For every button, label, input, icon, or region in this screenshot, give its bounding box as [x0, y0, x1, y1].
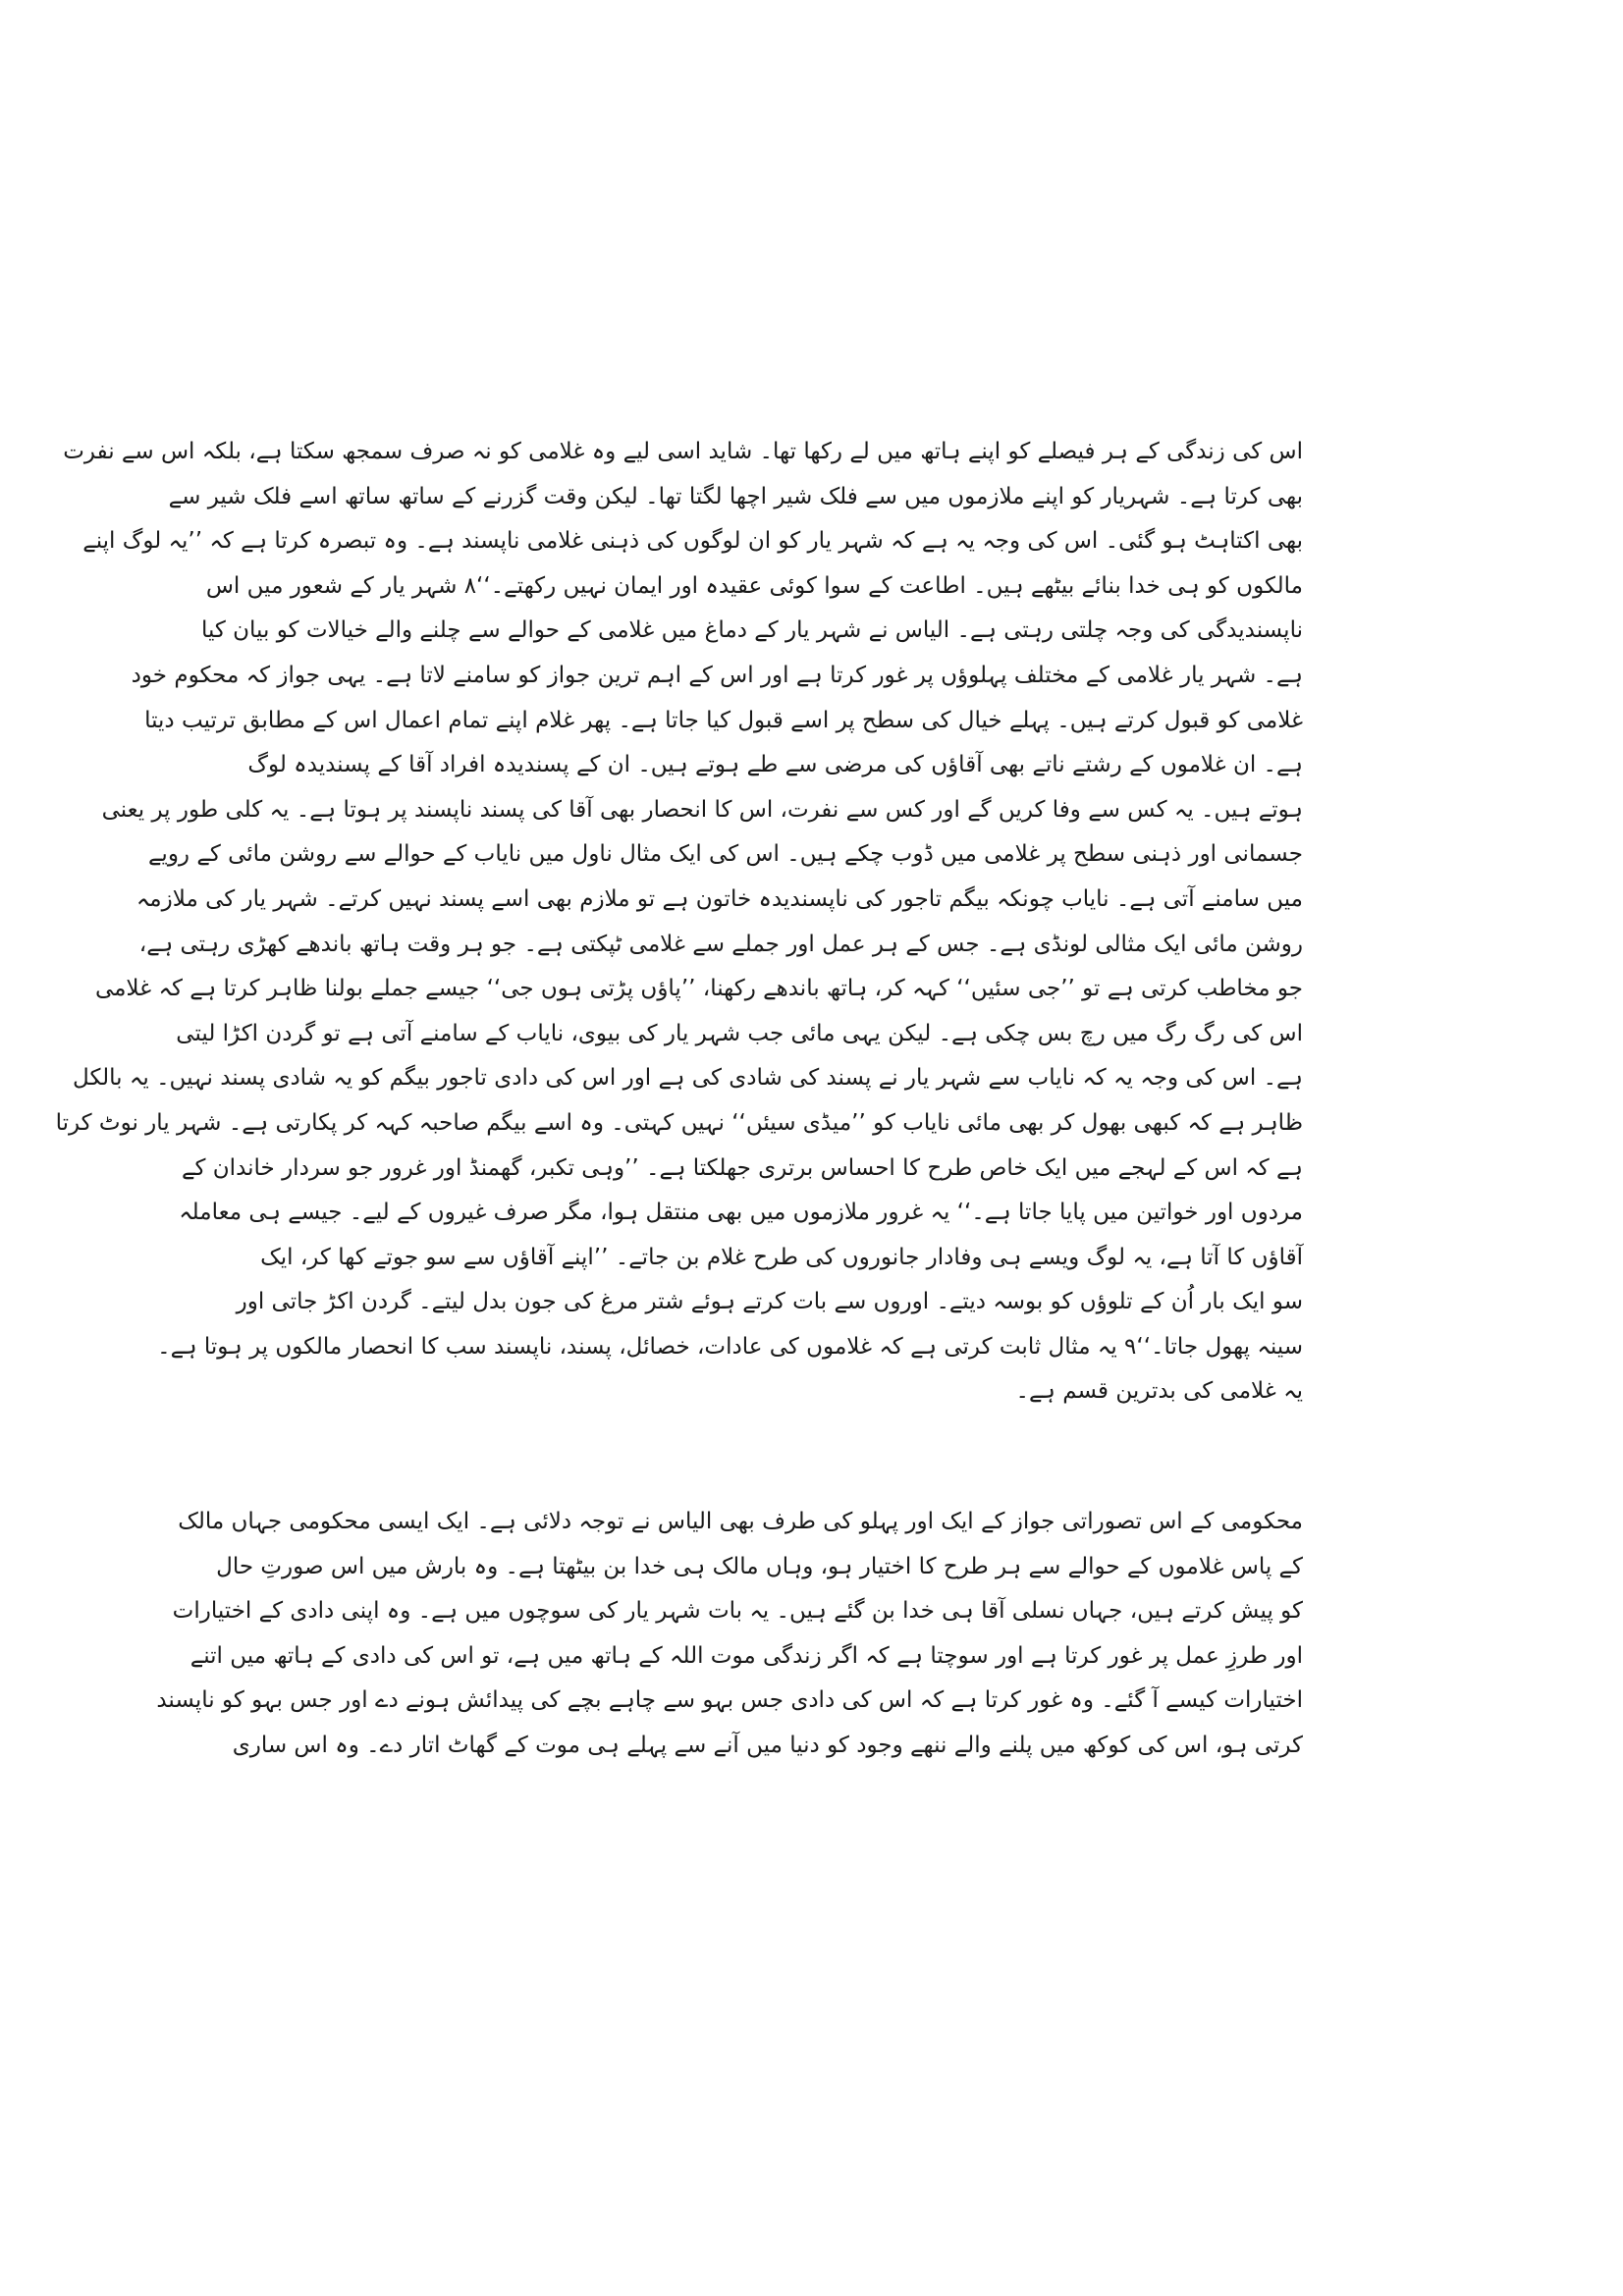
text-line: جو مخاطب کرتی ہے تو ’’جی سئیں‘‘ کہہ کر، ہاتھ باندھے رکھنا، ’’پاؤں پڑتی ہوں جی‘‘ جیسے جملے بولنا ظاہر کرتا ہے کہ غلامی	[94, 976, 1303, 1002]
text-line: ظاہر ہے کہ کبھی بھول کر بھی مائی نایاب کو ’’میڈی سیئں‘‘ نہیں کہتی۔ وہ اسے بیگم صاحبہ کہہ کر پکارتی ہے۔ شہر یار نوٹ کرتا	[55, 1109, 1303, 1136]
text-line: اس کی زندگی کے ہر فیصلے کو اپنے ہاتھ میں لے رکھا تھا۔ شاید اسی لیے وہ غلامی کو نہ صرف سمجھ سکتا ہے، بلکہ اس سے نفرت	[63, 439, 1303, 464]
text-line: اور طرزِ عمل پر غور کرتا ہے اور سوچتا ہے کہ اگر زندگی موت اللہ کے ہاتھ میں ہے، تو اس کی دادی کے ہاتھ میں اتنے	[189, 1642, 1303, 1669]
text-line: غلامی کو قبول کرتے ہیں۔ پہلے خیال کی سطح پر اسے قبول کیا جاتا ہے۔ پھر غلام اپنے تمام اعمال اس کے مطابق ترتیب دیتا	[144, 707, 1303, 733]
text-line: مالکوں کو ہی خدا بنائے بیٹھے ہیں۔ اطاعت کے سوا کوئی عقیدہ اور ایمان نہیں رکھتے۔‘‘۸ شہر یار کے شعور میں اس	[205, 572, 1303, 599]
text-line: بھی کرتا ہے۔ شہریار کو اپنے ملازموں میں سے فلک شیر اچھا لگتا تھا۔ لیکن وقت گزرنے کے ساتھ ساتھ اسے فلک شیر سے	[168, 483, 1303, 509]
text-line: ہے۔ شہر یار غلامی کے مختلف پہلوؤں پر غور کرتا ہے اور اس کے اہم ترین جواز کو سامنے لاتا ہے۔ یہی جواز کہ محکوم خود	[131, 662, 1303, 688]
text-line: ہے کہ اس کے لہجے میں ایک خاص طرح کا احساس برتری جھلکتا ہے۔ ’’وہی تکبر، گھمنڈ اور غرور جو سردار خاندان کے	[182, 1154, 1303, 1181]
text-line: یہ غلامی کی بدترین قسم ہے۔	[1015, 1378, 1303, 1405]
text-line: بھی اکتاہٹ ہو گئی۔ اس کی وجہ یہ ہے کہ شہر یار کو ان لوگوں کی ذہنی غلامی ناپسند ہے۔ وہ تبصرہ کرتا ہے کہ ’’یہ لوگ اپنے	[82, 528, 1303, 555]
text-line: کو پیش کرتے ہیں، جہاں نسلی آقا ہی خدا بن گئے ہیں۔ یہ بات شہر یار کی سوچوں میں ہے۔ وہ اپنی دادی کے اختیارات	[172, 1598, 1303, 1625]
text-line: آقاؤں کا آتا ہے، یہ لوگ ویسے ہی وفادار جانوروں کی طرح غلام بن جاتے۔ ’’اپنے آقاؤں سے سو جوتے کھا کر، ایک	[260, 1244, 1303, 1270]
text-line: سو ایک بار اُن کے تلوؤں کو بوسہ دیتے۔ اوروں سے بات کرتے ہوئے شتر مرغ کی جون بدل لیتے۔ گردن اکڑ جاتی اور	[236, 1289, 1303, 1315]
paragraph-1	[55, 430, 1303, 1415]
text-line: روشن مائی ایک مثالی لونڈی ہے۔ جس کے ہر عمل اور جملے سے غلامی ٹپکتی ہے۔ جو ہر وقت ہاتھ باندھے کھڑی رہتی ہے،	[138, 931, 1303, 957]
text-line: ہوتے ہیں۔ یہ کس سے وفا کریں گے اور کس سے نفرت، اس کا انحصار بھی آقا کی پسند ناپسند پر ہوتا ہے۔ یہ کلی طور پر یعنی	[101, 796, 1303, 823]
text-line: کے پاس غلاموں کے حوالے سے ہر طرح کا اختیار ہو، وہاں مالک ہی خدا بن بیٹھتا ہے۔ وہ بارش میں اس صورتِ حال	[216, 1553, 1303, 1579]
text-line: جسمانی اور ذہنی سطح پر غلامی میں ڈوب چکے ہیں۔ اس کی ایک مثال ناول میں نایاب کے حوالے سے روشن مائی کے رویے	[147, 841, 1303, 868]
text-line: ہے۔ ان غلاموں کے رشتے ناتے بھی آقاؤں کی مرضی سے طے ہوتے ہیں۔ ان کے پسندیدہ افراد آقا کے پسندیدہ لوگ	[247, 752, 1303, 778]
text-line: ناپسندیدگی کی وجہ چلتی رہتی ہے۔ الیاس نے شہر یار کے دماغ میں غلامی کے حوالے سے چلنے والے خیالات کو بیان کیا	[200, 617, 1303, 644]
paragraph-2	[156, 1500, 1303, 1769]
text-line: کرتی ہو، اس کی کوکھ میں پلنے والے ننھے وجود کو دنیا میں آنے سے پہلے ہی موت کے گھاٹ اتار دے۔ وہ اس ساری	[232, 1732, 1303, 1758]
text-line: محکومی کے اس تصوراتی جواز کے ایک اور پہلو کی طرف بھی الیاس نے توجہ دلائی ہے۔ ایک ایسی محکومی جہاں مالک	[178, 1509, 1303, 1534]
text-line: ہے۔ اس کی وجہ یہ کہ نایاب سے شہر یار نے پسند کی شادی کی ہے اور اس کی دادی تاجور بیگم کو یہ شادی پسند نہیں۔ یہ بالکل	[73, 1065, 1303, 1092]
text-line: اختیارات کیسے آ گئے۔ وہ غور کرتا ہے کہ اس کی دادی جس بہو سے چاہے بچے کی پیدائش ہونے دے اور جس بہو کو ناپسند	[156, 1687, 1303, 1714]
text-line: میں سامنے آتی ہے۔ نایاب چونکہ بیگم تاجور کی ناپسندیدہ خاتون ہے تو ملازم بھی اسے پسند نہیں کرتے۔ شہر یار کی ملازمہ	[135, 885, 1303, 912]
text-line: سینہ پھول جاتا۔‘‘۹ یہ مثال ثابت کرتی ہے کہ غلاموں کی عادات، خصائل، پسند، ناپسند سب کا انحصار مالکوں پر ہوتا ہے۔	[157, 1333, 1303, 1360]
text-line: اس کی رگ رگ میں رچ بس چکی ہے۔ لیکن یہی مائی جب شہر یار کی بیوی، نایاب کے سامنے آتی ہے تو گردن اکڑا لیتی	[176, 1020, 1303, 1046]
text-line: مردوں اور خواتین میں پایا جاتا ہے۔‘‘ یہ غرور ملازموں میں بھی منتقل ہوا، مگر صرف غیروں کے لیے۔ جیسے ہی معاملہ	[179, 1200, 1303, 1226]
